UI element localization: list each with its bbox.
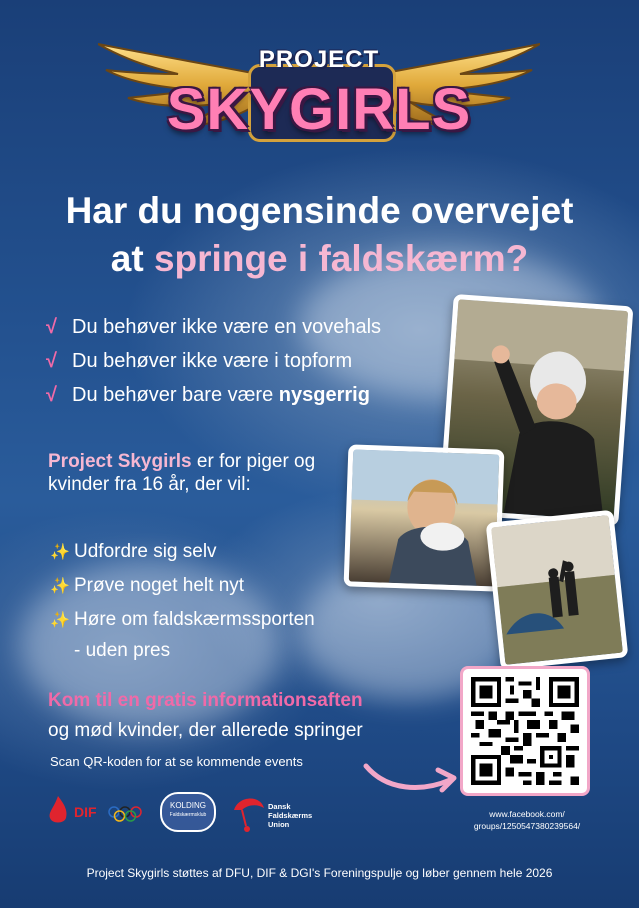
cta-scan-text: Scan QR-koden for at se kommende events xyxy=(50,754,303,769)
parachute-icon xyxy=(232,792,266,836)
cta-headline xyxy=(48,690,363,712)
goal-text: Prøve noget helt nyt xyxy=(74,575,245,596)
checklist-emphasis: nysgerrig xyxy=(278,384,370,406)
landing-photo xyxy=(486,510,629,671)
logo-project-text: PROJECT xyxy=(258,46,380,73)
dfu-text xyxy=(268,802,328,829)
goals-list xyxy=(50,540,315,642)
student-illustration xyxy=(349,449,500,586)
dfu-line-3: Union xyxy=(268,820,290,829)
headline-highlight: springe i faldskærm? xyxy=(153,238,529,279)
dfu-logo xyxy=(232,792,322,836)
sparkle-icon: ✨ xyxy=(50,578,70,595)
facebook-url[interactable] xyxy=(452,808,602,832)
kolding-logo xyxy=(160,792,216,832)
checklist-item xyxy=(46,380,381,414)
goal-continuation: - uden pres xyxy=(74,640,171,661)
headline-line-2 xyxy=(0,238,639,280)
dfu-line-2: Faldskærms xyxy=(268,811,313,820)
cta-part1-bold: informationsaften xyxy=(202,690,363,711)
dfu-line-1: Dansk xyxy=(268,802,291,811)
goal-item xyxy=(50,540,315,574)
checklist-item xyxy=(46,346,381,380)
goal-item xyxy=(50,608,315,642)
dif-logo xyxy=(46,794,146,830)
headline-prefix: at xyxy=(110,238,144,279)
qr-code[interactable] xyxy=(460,666,590,796)
student-photo xyxy=(344,444,505,591)
checkmark-icon: √ xyxy=(46,350,57,372)
skygirls-logo xyxy=(98,28,540,158)
cta-line-2: og mød kvinder, der allerede springer xyxy=(48,720,363,741)
goal-text: Udfordre sig selv xyxy=(74,541,217,562)
headline-line-1: Har du nogensinde overvejet xyxy=(65,190,574,231)
goal-item xyxy=(50,574,315,608)
sparkle-icon: ✨ xyxy=(50,544,70,561)
dif-text: DIF xyxy=(74,804,97,820)
checkmark-icon: √ xyxy=(46,316,57,338)
goal-text: Høre om faldskærmssporten xyxy=(74,609,315,630)
url-line-2: groups/1250547380239564/ xyxy=(473,821,581,831)
checklist-text: Du behøver bare være xyxy=(72,384,274,406)
checklist-item xyxy=(46,312,381,346)
qr-code-icon xyxy=(471,677,579,785)
landing-illustration xyxy=(491,515,623,665)
checklist xyxy=(46,312,381,414)
sparkle-icon: ✨ xyxy=(50,612,70,629)
dif-flame-icon xyxy=(46,796,70,826)
intro-name: Project Skygirls xyxy=(48,451,192,472)
logo-skygirls-text: SKYGIRLS xyxy=(166,77,472,142)
checkmark-icon: √ xyxy=(46,384,57,406)
kolding-sub: Faldskærmsklub xyxy=(169,812,207,818)
footer-text: Project Skygirls støttes af DFU, DIF & DGI's Foreningspulje og løber gennem hele 2026 xyxy=(86,866,553,880)
url-line-1: www.facebook.com/ xyxy=(489,809,565,819)
intro-text: er for piger og kvinder fra 16 år, der vil: xyxy=(48,451,316,495)
kolding-name: KOLDING xyxy=(169,801,206,810)
olympic-rings-icon xyxy=(108,806,142,822)
arrow-icon xyxy=(362,756,462,796)
checklist-text: Du behøver ikke være i topform xyxy=(72,350,353,372)
intro-paragraph xyxy=(48,450,338,496)
checklist-text: Du behøver ikke være en vovehals xyxy=(72,316,382,338)
cta-part1: Kom til en gratis xyxy=(48,690,197,711)
